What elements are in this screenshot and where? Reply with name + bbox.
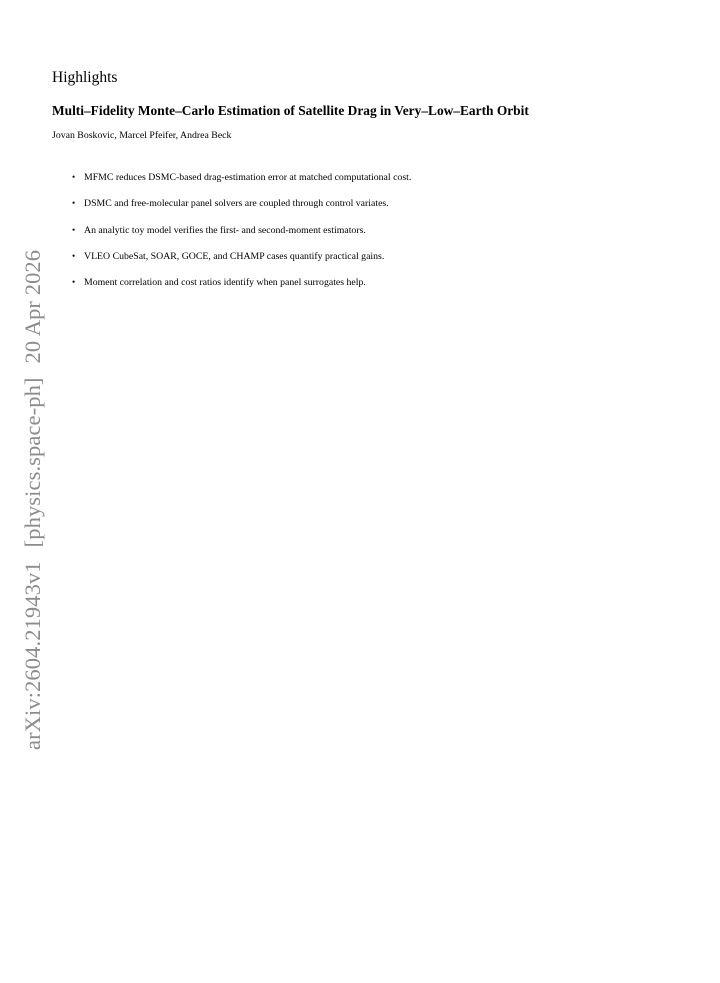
author-list: Jovan Boskovic, Marcel Pfeifer, Andrea Beck <box>52 130 232 141</box>
highlight-item <box>72 171 411 184</box>
highlight-item <box>72 197 411 210</box>
highlight-text: MFMC reduces DSMC-based drag-estimation error at matched computational cost. <box>84 172 412 183</box>
arxiv-category: [physics.space-ph] <box>20 377 45 548</box>
highlights-list <box>72 171 411 302</box>
section-heading: Highlights <box>52 69 118 86</box>
bullet-icon: • <box>72 198 76 209</box>
bullet-icon: • <box>72 277 76 288</box>
highlight-text: DSMC and free-molecular panel solvers are coupled through control variates. <box>84 198 389 210</box>
highlight-text: An analytic toy model verifies the first- and second-moment estimators. <box>84 224 366 236</box>
bullet-icon: • <box>72 250 76 261</box>
highlight-item <box>72 224 411 237</box>
arxiv-identifier: arXiv:2604.21943v1 <box>20 561 45 750</box>
highlight-text: Moment correlation and cost ratios identify when panel surrogates help. <box>84 277 366 289</box>
paper-title: Multi–Fidelity Monte–Carlo Estimation of Satellite Drag in Very–Low–Earth Orbit <box>52 103 529 118</box>
arxiv-date: 20 Apr 2026 <box>20 249 45 364</box>
highlight-item <box>72 250 411 263</box>
highlight-item <box>72 276 411 289</box>
highlight-text: VLEO CubeSat, SOAR, GOCE, and CHAMP cases quantify practical gains. <box>84 250 385 262</box>
bullet-icon: • <box>72 172 76 182</box>
bullet-icon: • <box>72 224 76 235</box>
arxiv-stamp <box>20 190 46 750</box>
